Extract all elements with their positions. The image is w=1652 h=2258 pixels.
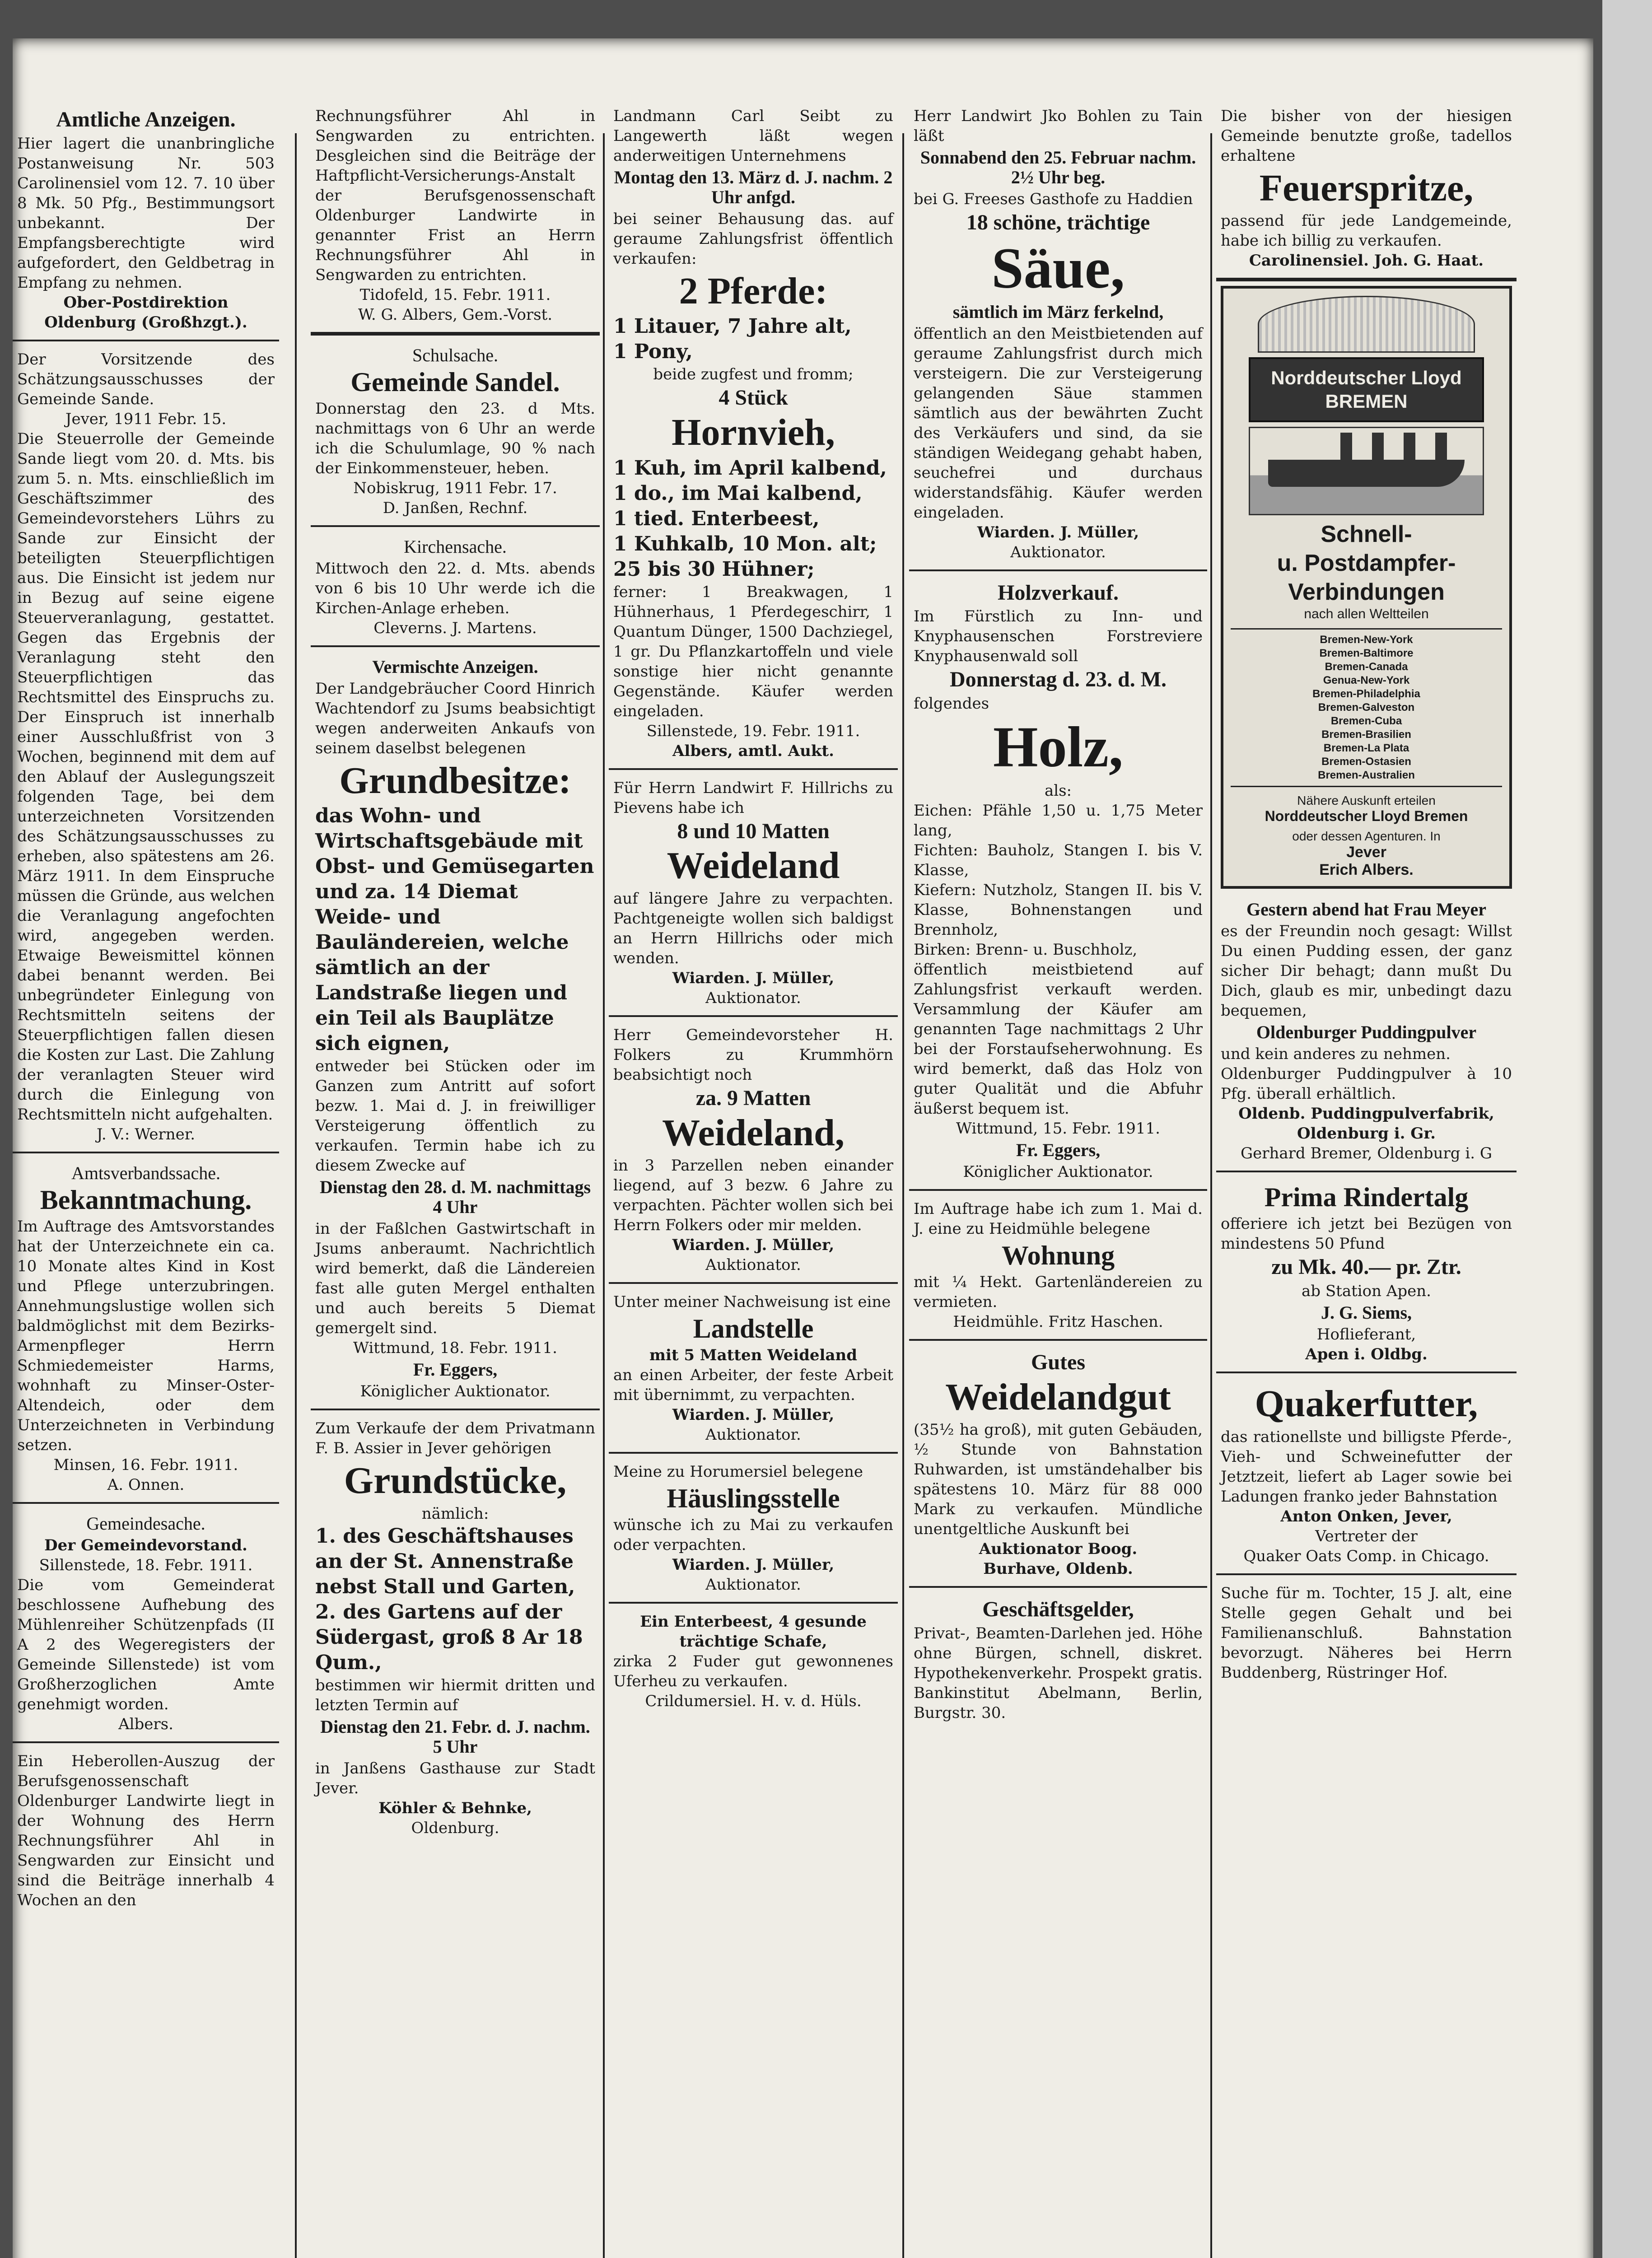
ad-list-item: Birken: Brenn- u. Buschholz, bbox=[914, 940, 1138, 959]
ad-list-item: 1. des Geschäftshauses an der St. Annenstraße nebst Stall und Garten, bbox=[315, 1524, 575, 1598]
section-heading: Amtliche Anzeigen. bbox=[56, 107, 236, 131]
ad-signature: Auktionator Boog. bbox=[979, 1540, 1138, 1558]
ad-heading: Gemeinde Sandel. bbox=[350, 367, 560, 397]
ad-date-line: Dienstag den 21. Febr. d. J. nachm. 5 Uhr bbox=[320, 1716, 590, 1757]
ad-body: Oldenburger Puddingpulver à 10 Pfg. überall erhältlich. bbox=[1221, 1065, 1512, 1103]
lloyd-route: Genua-New-York bbox=[1323, 674, 1410, 687]
ad-signature-title: Auktionator. bbox=[1010, 543, 1106, 561]
lloyd-title: u. Postdampfer- bbox=[1277, 550, 1456, 577]
ad-body: Hier lagert die unanbringliche Postanweisung Nr. 503 Carolinensiel vom 12. 7. 10 über 8 Mk. 50 Pfg., Bestimmungsort unbekannt. Der Empfangsberechtigte wird aufgefordert, den Geldbetrag in Empfang zu nehmen. bbox=[17, 134, 275, 292]
ad-place-date: Nobiskrug, 1911 Febr. 17. bbox=[353, 479, 557, 497]
ad-headline: 2 Pferde: bbox=[679, 270, 828, 312]
ad-signature: Cleverns. J. Martens. bbox=[373, 619, 537, 637]
lloyd-agent-name: Erich Albers. bbox=[1319, 861, 1414, 879]
ad-signature: W. G. Albers, Gem.-Vorst. bbox=[358, 306, 553, 324]
ad-signature: Fr. Eggers, bbox=[413, 1359, 498, 1380]
page-edge bbox=[1602, 0, 1652, 2258]
ad-body: zirka 2 Fuder gut gewonnenes Uferheu zu verkaufen. bbox=[613, 1652, 893, 1690]
ad-body: Suche für m. Tochter, 15 J. alt, eine Stelle gegen Gehalt und bei Familienanschluß. Bahnstation bevorzugt. Näheres bei Herrn Buddenberg, Rüstringer Hof. bbox=[1221, 1584, 1512, 1682]
lloyd-subtitle: nach allen Weltteilen bbox=[1304, 606, 1429, 622]
column-5 bbox=[1216, 102, 1517, 2258]
ad-list-item: 1 tied. Enterbeest, bbox=[613, 507, 820, 530]
ad-list-item: 1 Kuhkalb, 10 Mon. alt; bbox=[613, 532, 877, 555]
ad-place-date: Tidofeld, 15. Febr. 1911. bbox=[359, 286, 551, 304]
ad-signature: Anton Onken, Jever, bbox=[1280, 1507, 1452, 1526]
ad-headline: Prima Rindertalg bbox=[1264, 1182, 1469, 1213]
lloyd-route: Bremen-New-York bbox=[1320, 634, 1413, 646]
lloyd-route: Bremen-La Plata bbox=[1323, 742, 1409, 755]
ad-wohnung bbox=[909, 1194, 1207, 1341]
lloyd-agent-city: Jever bbox=[1346, 844, 1386, 861]
ad-schaetzung bbox=[13, 345, 279, 1153]
ad-headline: Holz, bbox=[993, 715, 1123, 779]
column-rule bbox=[603, 133, 605, 2258]
ad-body: entweder bei Stücken oder im Ganzen zum Antritt auf sofort bezw. 1. Mai d. J. in freiwilliger Versteigerung öffentlich zu verkaufen. Termin habe ich zu diesem Zwecke auf bbox=[315, 1057, 595, 1175]
ad-headline: Weideland, bbox=[662, 1111, 845, 1154]
ad-headline: Hornvieh, bbox=[672, 411, 835, 454]
ad-date-line: Dienstag den 28. d. M. nachmittags 4 Uhr bbox=[319, 1177, 591, 1218]
column-2 bbox=[311, 102, 600, 2258]
ad-kicker: Amtsverbandssache. bbox=[71, 1162, 220, 1183]
ad-place-date: Wittmund, 15. Febr. 1911. bbox=[956, 1119, 1160, 1138]
ad-body: folgendes bbox=[914, 695, 989, 713]
ad-kicker: Schulsache. bbox=[412, 345, 498, 365]
ad-date-line: Donnerstag d. 23. d. M. bbox=[949, 667, 1167, 692]
ad-headline: Weideland bbox=[667, 844, 840, 887]
ad-intro: Unter meiner Nachweisung ist eine bbox=[613, 1292, 891, 1311]
ad-body: und kein anderes zu nehmen. bbox=[1221, 1045, 1451, 1064]
ad-brand: Oldenburger Puddingpulver bbox=[1256, 1022, 1477, 1043]
ad-schafe bbox=[609, 1607, 898, 1718]
ad-body: Mittwoch den 22. d. Mts. abends von 6 bis 10 Uhr werde ich die Kirchen-Anlage erheben. bbox=[315, 560, 595, 617]
ad-signature-title: Vertreter der bbox=[1315, 1527, 1418, 1545]
ad-list-item: Fichten: Bauholz, Stangen I. bis V. Klasse, bbox=[914, 841, 1203, 879]
ad-place-date: Minsen, 16. Febr. 1911. bbox=[53, 1456, 238, 1474]
column-4 bbox=[909, 102, 1207, 2258]
ad-signature: D. Janßen, Rechnf. bbox=[383, 499, 528, 517]
ad-headline: Landstelle bbox=[693, 1313, 814, 1344]
ad-signature-title: Auktionator. bbox=[705, 989, 801, 1007]
lloyd-route: Bremen-Australien bbox=[1318, 769, 1415, 782]
ad-signature: Wiarden. J. Müller, bbox=[672, 1405, 835, 1424]
ad-signature: Wiarden. J. Müller, bbox=[672, 1555, 835, 1574]
ad-body: wünsche ich zu Mai zu verkaufen oder verpachten. bbox=[613, 1516, 893, 1554]
ad-headline: Quakerfutter, bbox=[1255, 1383, 1478, 1425]
ad-place-date: Jever, 1911 Febr. 15. bbox=[65, 410, 227, 428]
ad-list-item: 1 Pony, bbox=[613, 340, 693, 364]
ad-intro: Im Fürstlich zu Inn- und Knyphausenschen Forstreviere Knyphausenwald soll bbox=[914, 607, 1203, 666]
lloyd-agent: oder dessen Agenturen. In bbox=[1292, 829, 1441, 844]
ad-body: das rationellste und billigste Pferde-, Vieh- und Schweinefutter der Jetztzeit, liefert ab Lager sowie bei Ladungen franko jeder Bahnstation bbox=[1221, 1428, 1512, 1506]
ad-signature-place: Apen i. Oldbg. bbox=[1305, 1345, 1428, 1364]
ship-hull bbox=[1268, 460, 1465, 487]
ad-holzverkauf bbox=[909, 575, 1207, 1191]
ad-saeue bbox=[909, 102, 1207, 571]
lloyd-route: Bremen-Canada bbox=[1325, 661, 1408, 673]
ad-lead: za. 9 Matten bbox=[695, 1086, 811, 1110]
ad-body: an einen Arbeiter, der feste Arbeit mit übernimmt, zu verpachten. bbox=[613, 1366, 893, 1404]
ad-list-item: 1 do., im Mai kalbend, bbox=[613, 481, 863, 505]
ad-haeuslingsstelle bbox=[609, 1457, 898, 1604]
ad-lead: das Wohn- und Wirtschaftsgebäude mit Obst- und Gemüsegarten und za. 14 Diemat Weide- und Bauländereien, welche sämtlich an der Landstraße liegen und ein Teil als Bauplätze sich eignen, bbox=[315, 804, 594, 1055]
ad-signature: J. G. Siems, bbox=[1321, 1302, 1412, 1323]
ad-gemeinde bbox=[13, 1507, 279, 1743]
ad-signature: Albers. bbox=[118, 1715, 173, 1733]
ad-heading: Holzverkauf. bbox=[998, 580, 1119, 605]
ad-body: in der Faßlchen Gastwirtschaft in Jsums anberaumt. Nachrichtlich wird bemerkt, daß die Ländereien fast alle guten Mergel enthalten und auch bereits 5 Diemat gemergelt sind. bbox=[315, 1220, 595, 1338]
ad-body: passend für jede Landgemeinde, habe ich billig zu verkaufen. bbox=[1221, 212, 1512, 250]
ad-signature: A. Onnen. bbox=[107, 1475, 185, 1494]
ad-signature-title: Hoflieferant, bbox=[1316, 1325, 1416, 1344]
ad-signature-place: Oldenburg. bbox=[411, 1819, 499, 1837]
ad-signature: J. V.: Werner. bbox=[96, 1125, 196, 1143]
ad-headline: Weidelandgut bbox=[945, 1376, 1171, 1418]
ad-list-item: 2. des Gartens auf der Südergast, groß 8 Ar 18 Qum., bbox=[315, 1600, 583, 1674]
column-rule bbox=[295, 133, 297, 2258]
newspaper-page bbox=[13, 38, 1593, 2258]
ad-signature-title: Auktionator. bbox=[705, 1425, 801, 1444]
ad-signature: Carolinensiel. Joh. G. Haat. bbox=[1249, 252, 1484, 270]
ad-signature-title: Auktionator. bbox=[705, 1575, 801, 1594]
ship-funnel bbox=[1372, 433, 1384, 460]
section-heading: Vermischte Anzeigen. bbox=[372, 657, 538, 677]
ad-norddeutscher-lloyd bbox=[1221, 286, 1512, 889]
ad-stellengesuch bbox=[1216, 1579, 1517, 1690]
ad-price: zu Mk. 40.— pr. Ztr. bbox=[1271, 1255, 1461, 1279]
ad-body: Privat-, Beamten-Darlehen jed. Höhe ohne Bürgen, schnell, diskret. Hypothekenverkehr. Prospekt gratis. Bankinstitut Abelmann, Berlin, Burgstr. 30. bbox=[914, 1624, 1203, 1722]
ad-weideland-hillrichs bbox=[609, 774, 898, 1017]
ad-body: ferner: 1 Breakwagen, 1 Hühnerhaus, 1 Pferdegeschirr, 1 Quantum Dünger, 1500 Dachziegel, 1 gr. Du Pflanzkartoffeln und viele sonstige hier nicht genannte Gegenstände. Käufer werden eingeladen. bbox=[613, 583, 893, 720]
ad-landstelle bbox=[609, 1288, 898, 1454]
lloyd-banner-name: Norddeutscher Lloyd bbox=[1271, 367, 1462, 389]
ad-kicker: Gemeindesache. bbox=[86, 1513, 205, 1534]
ad-intro: Der Vorsitzende des Schätzungsausschusses der Gemeinde Sande. bbox=[17, 350, 275, 408]
ad-body: bestimmen wir hiermit dritten und letzten Termin auf bbox=[315, 1676, 595, 1714]
ad-signature: Fr. Eggers, bbox=[1016, 1139, 1101, 1160]
ad-grundstuecke bbox=[311, 1414, 600, 1845]
ad-list-item: 1 Kuh, im April kalbend, bbox=[613, 456, 887, 480]
ad-list-item: Eichen: Pfähle 1,50 u. 1,75 Meter lang, bbox=[914, 801, 1203, 840]
ad-headline: Grundstücke, bbox=[344, 1460, 567, 1502]
ad-body: Die Steuerrolle der Gemeinde Sande liegt vom 20. d. Mts. bis zum 5. n. Mts. einschließlich im Geschäftszimmer des Gemeindevorstehers Lührs zu Sande zur Einsicht der beteiligten Steuerpflichtigen aus. Die Einsicht ist jedem nur in Bezug auf seine eigene Steuerveranlagung, gestattet. Gegen das Ergebnis der Veranlagung steht den Steuerpflichtigen das Rechtsmittel des Einspruchs zu. Der Einspruch ist innerhalb einer Ausschlußfrist von 3 Wochen, beginnend mit dem auf den Ablauf der Auslegungszeit folgenden Tage, bei dem unterzeichneten Vorsitzenden des Schätzungsausschusses zu erheben, also spätestens am 26. März 1911. In dem Einspruche müssen die Gründe, aus welchen die Veranlagung angefochten wird, angegeben werden. Etwaige Beweismittel können dabei benannt werden. Bei unbegründeter Einlegung von Rechtsmitteln seitens der Steuerpflichtigen fallen diesen die Kosten zur Last. Die Zahlung der veranlagten Steuer wird durch die Einlegung von Rechtsmitteln nicht aufgehalten. bbox=[17, 429, 275, 1124]
ad-signature: Albers, amtl. Aukt. bbox=[672, 742, 834, 760]
ad-feuerspritze bbox=[1216, 102, 1517, 281]
ad-signature: Wiarden. J. Müller, bbox=[672, 969, 835, 987]
ad-label: als: bbox=[1044, 781, 1072, 800]
ad-heading: Bekanntmachung. bbox=[40, 1185, 252, 1215]
ship-funnel bbox=[1404, 433, 1415, 460]
ad-signature-person: Gerhard Bremer, Oldenburg i. G bbox=[1240, 1144, 1493, 1163]
ad-body: mit ¼ Hekt. Gartenländereien zu vermieten. bbox=[914, 1273, 1203, 1311]
column-rule bbox=[902, 133, 904, 2258]
column-rule bbox=[1210, 133, 1212, 2258]
ad-body: Die vom Gemeinderat beschlossene Aufhebung des Mühlenreiher Schützenpfads (II A 2 des Wegeregisters der Gemeinde Sillenstede) ist vom Großherzoglichen Amte genehmigt worden. bbox=[17, 1576, 275, 1713]
column-3 bbox=[609, 102, 898, 2258]
ad-signature-place: Burhave, Oldenb. bbox=[983, 1560, 1133, 1578]
ad-body: Donnerstag den 23. d Mts. nachmittags von 6 Uhr an werde ich die Schulumlage, 90 % nach der Einkommensteuer, heben. bbox=[315, 400, 595, 477]
ad-subhead: Der Gemeindevorstand. bbox=[44, 1536, 247, 1554]
lloyd-banner bbox=[1249, 357, 1484, 422]
ad-place-date: Sillenstede, 19. Febr. 1911. bbox=[646, 722, 860, 740]
ad-body: (35½ ha groß), mit guten Gebäuden, ½ Stunde von Bahnstation Ruhwarden, ist umständehalber bis spätestens 10. März für 88 000 Mark zu verkaufen. Mündliche unentgeltliche Auskunft bei bbox=[914, 1421, 1203, 1539]
ad-body: Ein Heberollen-Auszug der Berufsgenossenschaft Oldenburger Landwirte liegt in der Wohnung des Herrn Rechnungsführer Ahl in Sengwarden zur Einsicht und sind die Beiträge innerhalb 4 Wochen an den bbox=[17, 1752, 275, 1909]
ad-intro: Landmann Carl Seibt zu Langewerth läßt wegen anderweitigen Unternehmens bbox=[613, 107, 893, 165]
ad-lead: Ein Enterbeest, 4 gesunde trächtige Schafe, bbox=[640, 1612, 867, 1651]
ad-lead: 18 schöne, trächtige bbox=[966, 210, 1150, 234]
ad-headline: Feuerspritze, bbox=[1259, 167, 1474, 209]
ad-signature-company: Quaker Oats Comp. in Chicago. bbox=[1243, 1547, 1489, 1565]
ad-signature: Köhler & Behnke, bbox=[378, 1799, 532, 1817]
ad-headline: Säue, bbox=[991, 236, 1125, 300]
ad-place-date: Sillenstede, 18. Febr. 1911. bbox=[39, 1556, 253, 1574]
ad-headline: Häuslingsstelle bbox=[667, 1483, 840, 1513]
ad-body: offeriere ich jetzt bei Bezügen von mindestens 50 Pfund bbox=[1221, 1215, 1512, 1253]
ad-geschaeftsgelder bbox=[909, 1591, 1207, 1730]
lloyd-route-list bbox=[1231, 628, 1502, 787]
ad-headline: Wohnung bbox=[1001, 1240, 1115, 1270]
ad-intro: Zum Verkaufe der dem Privatmann F. B. Assier in Jever gehörigen bbox=[315, 1419, 595, 1458]
ad-intro: Herr Gemeindevorsteher H. Folkers zu Krummhörn beabsichtigt noch bbox=[613, 1026, 893, 1084]
ad-body: Rechnungsführer Ahl in Sengwarden zu entrichten. Desgleichen sind die Beiträge der Haftpflicht-Versicherungs-Anstalt der Berufsgenossenschaft Oldenburger Landwirte in genannter Frist an Herrn Rechnungsführer Ahl in Sengwarden zu entrichten. bbox=[315, 107, 595, 284]
lloyd-route: Bremen-Ostasien bbox=[1321, 756, 1411, 768]
ad-note: beide zugfest und fromm; bbox=[653, 365, 854, 384]
ad-signature: Ober-Postdirektion Oldenburg (Großhzgt.). bbox=[44, 293, 247, 331]
ad-puddingpulver bbox=[1216, 893, 1517, 1172]
ad-date-line: Montag den 13. März d. J. nachm. 2 Uhr anfgd. bbox=[614, 167, 893, 207]
ad-intro: Meine zu Horumersiel belegene bbox=[613, 1462, 863, 1481]
ad-body: in Janßens Gasthause zur Stadt Jever. bbox=[315, 1759, 595, 1797]
column-1 bbox=[13, 102, 279, 2258]
ad-weidelandgut bbox=[909, 1344, 1207, 1588]
ad-intro: Für Herrn Landwirt F. Hillrichs zu Pievens habe ich bbox=[613, 779, 893, 817]
ad-grundbesitz bbox=[311, 651, 600, 1410]
ad-signature-title: Auktionator. bbox=[705, 1255, 801, 1274]
lloyd-route: Bremen-Cuba bbox=[1330, 715, 1402, 728]
lloyd-title: Schnell- bbox=[1321, 521, 1412, 548]
ad-lead: sämtlich im März ferkelnd, bbox=[952, 301, 1164, 322]
ad-kicker: Kirchensache. bbox=[404, 537, 507, 557]
lloyd-info: Nähere Auskunft erteilen bbox=[1297, 793, 1436, 808]
ad-signature: Wiarden. J. Müller, bbox=[672, 1236, 835, 1254]
ship-funnel bbox=[1435, 433, 1447, 460]
ad-date-line: Sonnabend den 25. Februar nachm. 2½ Uhr beg. bbox=[920, 147, 1196, 187]
ship-funnel bbox=[1340, 433, 1352, 460]
lloyd-route: Bremen-Brasilien bbox=[1321, 728, 1411, 741]
ad-intro: Im Auftrage habe ich zum 1. Mai d. J. eine zu Heidmühle belegene bbox=[914, 1199, 1203, 1238]
ad-headline: Grundbesitze: bbox=[339, 760, 571, 802]
lloyd-title: Verbindungen bbox=[1288, 579, 1445, 606]
ad-body: Im Auftrage des Amtsvorstandes hat der Unterzeichnete ein ca. 10 Monate altes Kind in Kost und Pflege unterzubringen. Annehmungslustige wollen sich baldmöglichst mit dem Bezirks-Armenpfleger Herrn Schmiedemeister Harms, wohnhaft zu Minser-Oster-Altendeich, oder dem Unterzeichneten in Verbindung setzen. bbox=[17, 1217, 275, 1454]
ad-body: öffentlich meistbietend auf Zahlungsfrist verkauft werden. Versammlung der Käufer am genannten Tage nachmittags 2 Uhr bei der Forstaufseherwohnung. Es wird bemerkt, daß das Holz von guter Qualität und die Abfuhr äußerst bequem ist. bbox=[914, 960, 1203, 1118]
ad-intro: Herr Landwirt Jko Bohlen zu Tain läßt bbox=[914, 107, 1203, 145]
ad-list-item: Kiefern: Nutzholz, Stangen II. bis V. Klasse, Bohnenstangen und Brennholz, bbox=[914, 881, 1203, 939]
ad-kirchensache bbox=[311, 531, 600, 647]
ad-body: öffentlich an den Meistbietenden auf geraume Zahlungsfrist durch mich versteigern. Die zur Versteigerung gelangenden Säue stammen sämtlich aus der bewährten Zucht des Verkäufers und sind, da sie ständigen Weidegang gehabt haben, seuchefrei und durchaus widerstandsfähig. Käufer werden eingeladen. bbox=[914, 324, 1203, 522]
ad-lead: mit 5 Matten Weideland bbox=[649, 1346, 857, 1364]
lloyd-banner-city: BREMEN bbox=[1325, 391, 1408, 412]
ad-heading: Gestern abend hat Frau Meyer bbox=[1246, 899, 1486, 920]
ad-label: nämlich: bbox=[421, 1504, 489, 1523]
ad-intro: Der Landgebräucher Coord Hinrich Wachtendorf zu Jsums beabsichtigt wegen anderweiten Ankaufs von seinem daselbst belegenen bbox=[315, 680, 595, 757]
ad-quakerfutter bbox=[1216, 1377, 1517, 1575]
ad-body: bei seiner Behausung das. auf geraume Zahlungsfrist öffentlich verkaufen: bbox=[613, 210, 893, 268]
lloyd-route: Bremen-Philadelphia bbox=[1312, 688, 1420, 700]
ad-signature: Oldenb. Puddingpulverfabrik, Oldenburg i. Gr. bbox=[1238, 1105, 1494, 1143]
lloyd-route: Bremen-Galveston bbox=[1318, 701, 1415, 714]
ad-body: in 3 Parzellen neben einander liegend, auf 3 bezw. 6 Jahre zu verpachten. Pächter wollen sich bei Herrn Folkers oder mir melden. bbox=[613, 1156, 893, 1234]
steamship-illustration bbox=[1249, 427, 1484, 515]
ad-count: 4 Stück bbox=[719, 386, 788, 410]
ad-body: ab Station Apen. bbox=[1302, 1282, 1431, 1301]
ad-heading: Geschäftsgelder, bbox=[982, 1597, 1134, 1622]
ad-signature: Wiarden. J. Müller, bbox=[977, 523, 1139, 541]
ad-signature: Crildumersiel. H. v. d. Hüls. bbox=[645, 1692, 862, 1710]
ad-heberollen bbox=[13, 1747, 279, 1917]
ad-signature: Heidmühle. Fritz Haschen. bbox=[953, 1312, 1163, 1331]
ad-body: es der Freundin noch gesagt: Willst Du einen Pudding essen, der ganz sicher Dir behagt; dann mußt Du Dich, glaub es mir, unbedingt dazu bequemen, bbox=[1221, 922, 1512, 1020]
ad-rindertalg bbox=[1216, 1176, 1517, 1373]
ad-list-item: 1 Litauer, 7 Jahre alt, bbox=[613, 315, 852, 338]
ad-amtliche-anzeigen bbox=[13, 102, 279, 341]
ad-body: bei G. Freeses Gasthofe zu Haddien bbox=[914, 190, 1193, 208]
ad-list-item: 25 bis 30 Hühner; bbox=[613, 557, 815, 581]
lloyd-info-company: Norddeutscher Lloyd Bremen bbox=[1265, 808, 1468, 825]
ad-intro: Die bisher von der hiesigen Gemeinde benutzte große, tadellos erhaltene bbox=[1221, 107, 1512, 165]
ad-lead: 8 und 10 Matten bbox=[677, 819, 830, 843]
ad-signature-title: Königlicher Auktionator. bbox=[360, 1382, 551, 1401]
ad-kicker: Gutes bbox=[1031, 1350, 1085, 1374]
ad-amtsverband bbox=[13, 1157, 279, 1504]
globe-illustration bbox=[1258, 296, 1475, 353]
lloyd-route: Bremen-Baltimore bbox=[1319, 647, 1414, 660]
ad-rechnung bbox=[311, 102, 600, 336]
ad-place-date: Wittmund, 18. Febr. 1911. bbox=[353, 1339, 557, 1358]
ad-seibt bbox=[609, 102, 898, 770]
ad-weideland-folkers bbox=[609, 1021, 898, 1284]
ad-signature-title: Königlicher Auktionator. bbox=[963, 1162, 1153, 1181]
ad-body: auf längere Jahre zu verpachten. Pachtgeneigte wollen sich baldigst an Herrn Hillrichs oder mich wenden. bbox=[613, 889, 893, 967]
ad-schulsache bbox=[311, 339, 600, 527]
